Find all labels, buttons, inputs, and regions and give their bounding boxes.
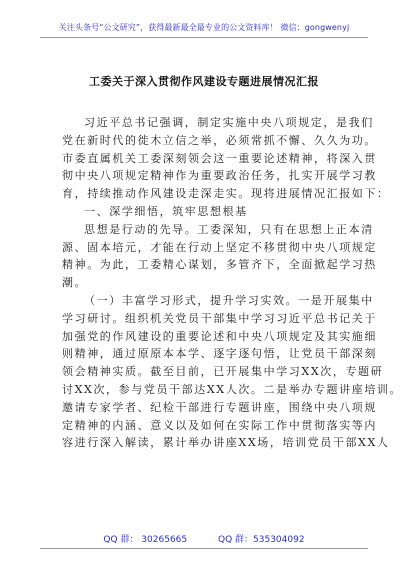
footer-qq-group-1[interactable]: QQ 群： 30265665	[103, 535, 188, 545]
body-line: 加强党的作风建设的重要论述和中央八项规定及其实施细	[62, 329, 377, 343]
body-line: 定精神的内涵、意义以及如何在实际工作中贯彻落实等内	[62, 418, 377, 432]
document-body	[62, 114, 403, 452]
body-line: 潮。	[62, 276, 88, 290]
body-line: 思想是行动的先导。工委深知，只有在思想上正本清	[84, 222, 374, 236]
body-line: 则精神，通过原原本本学、逐字逐句悟，让党员干部深刻	[62, 347, 377, 361]
body-line: 市委直属机关工委深刻领会这一重要论述精神，将深入贯	[62, 151, 377, 165]
subsection-line: （一）丰富学习形式，提升学习实效。一是开展集中	[84, 293, 374, 307]
body-line: 学习研讨。组织机关党员干部集中学习习近平总书记关于	[62, 311, 377, 325]
header-divider	[40, 37, 368, 38]
body-line: 领会精神实质。截至目前，已开展集中学习XX次，专题研	[62, 365, 384, 379]
body-line: 邀请专家学者、纪检干部进行专题讲座，围绕中央八项规	[62, 400, 377, 414]
body-line: 讨XX次，参与党员干部达XX人次。二是举办专题讲座培训。	[62, 382, 403, 396]
section-heading: 一、深学细悟，筑牢思想根基	[84, 204, 248, 218]
header-note: 关注头条号“公文研究”，获得最新最全最专业的公文资料库！ 微信：gongwenyj	[58, 23, 350, 32]
footer-contacts	[0, 532, 408, 545]
body-line: 育，持续推动作风建设走深走实。现将进展情况汇报如下：	[62, 187, 390, 201]
footer-qq-group-2[interactable]: QQ 群：535304092	[218, 535, 305, 545]
body-line: 容进行深入解读，累计举办讲座XX场，培训党员干部XX人	[62, 436, 390, 450]
body-line: 彻中央八项规定精神作为重要政治任务，扎实开展学习教	[62, 169, 377, 183]
body-line: 源、固本培元，才能在行动上坚定不移贯彻中央八项规定	[62, 240, 377, 254]
body-line: 习近平总书记强调，制定实施中央八项规定，是我们	[84, 116, 374, 129]
document-title: 工委关于深入贯彻作风建设专题进展情况汇报	[89, 75, 319, 88]
footer-divider	[40, 548, 368, 549]
body-line: 精神。为此，工委精心谋划，多管齐下，全面掀起学习热	[62, 258, 377, 272]
body-line: 党在新时代的徙木立信之举，必须常抓不懈、久久为功。	[62, 133, 377, 147]
